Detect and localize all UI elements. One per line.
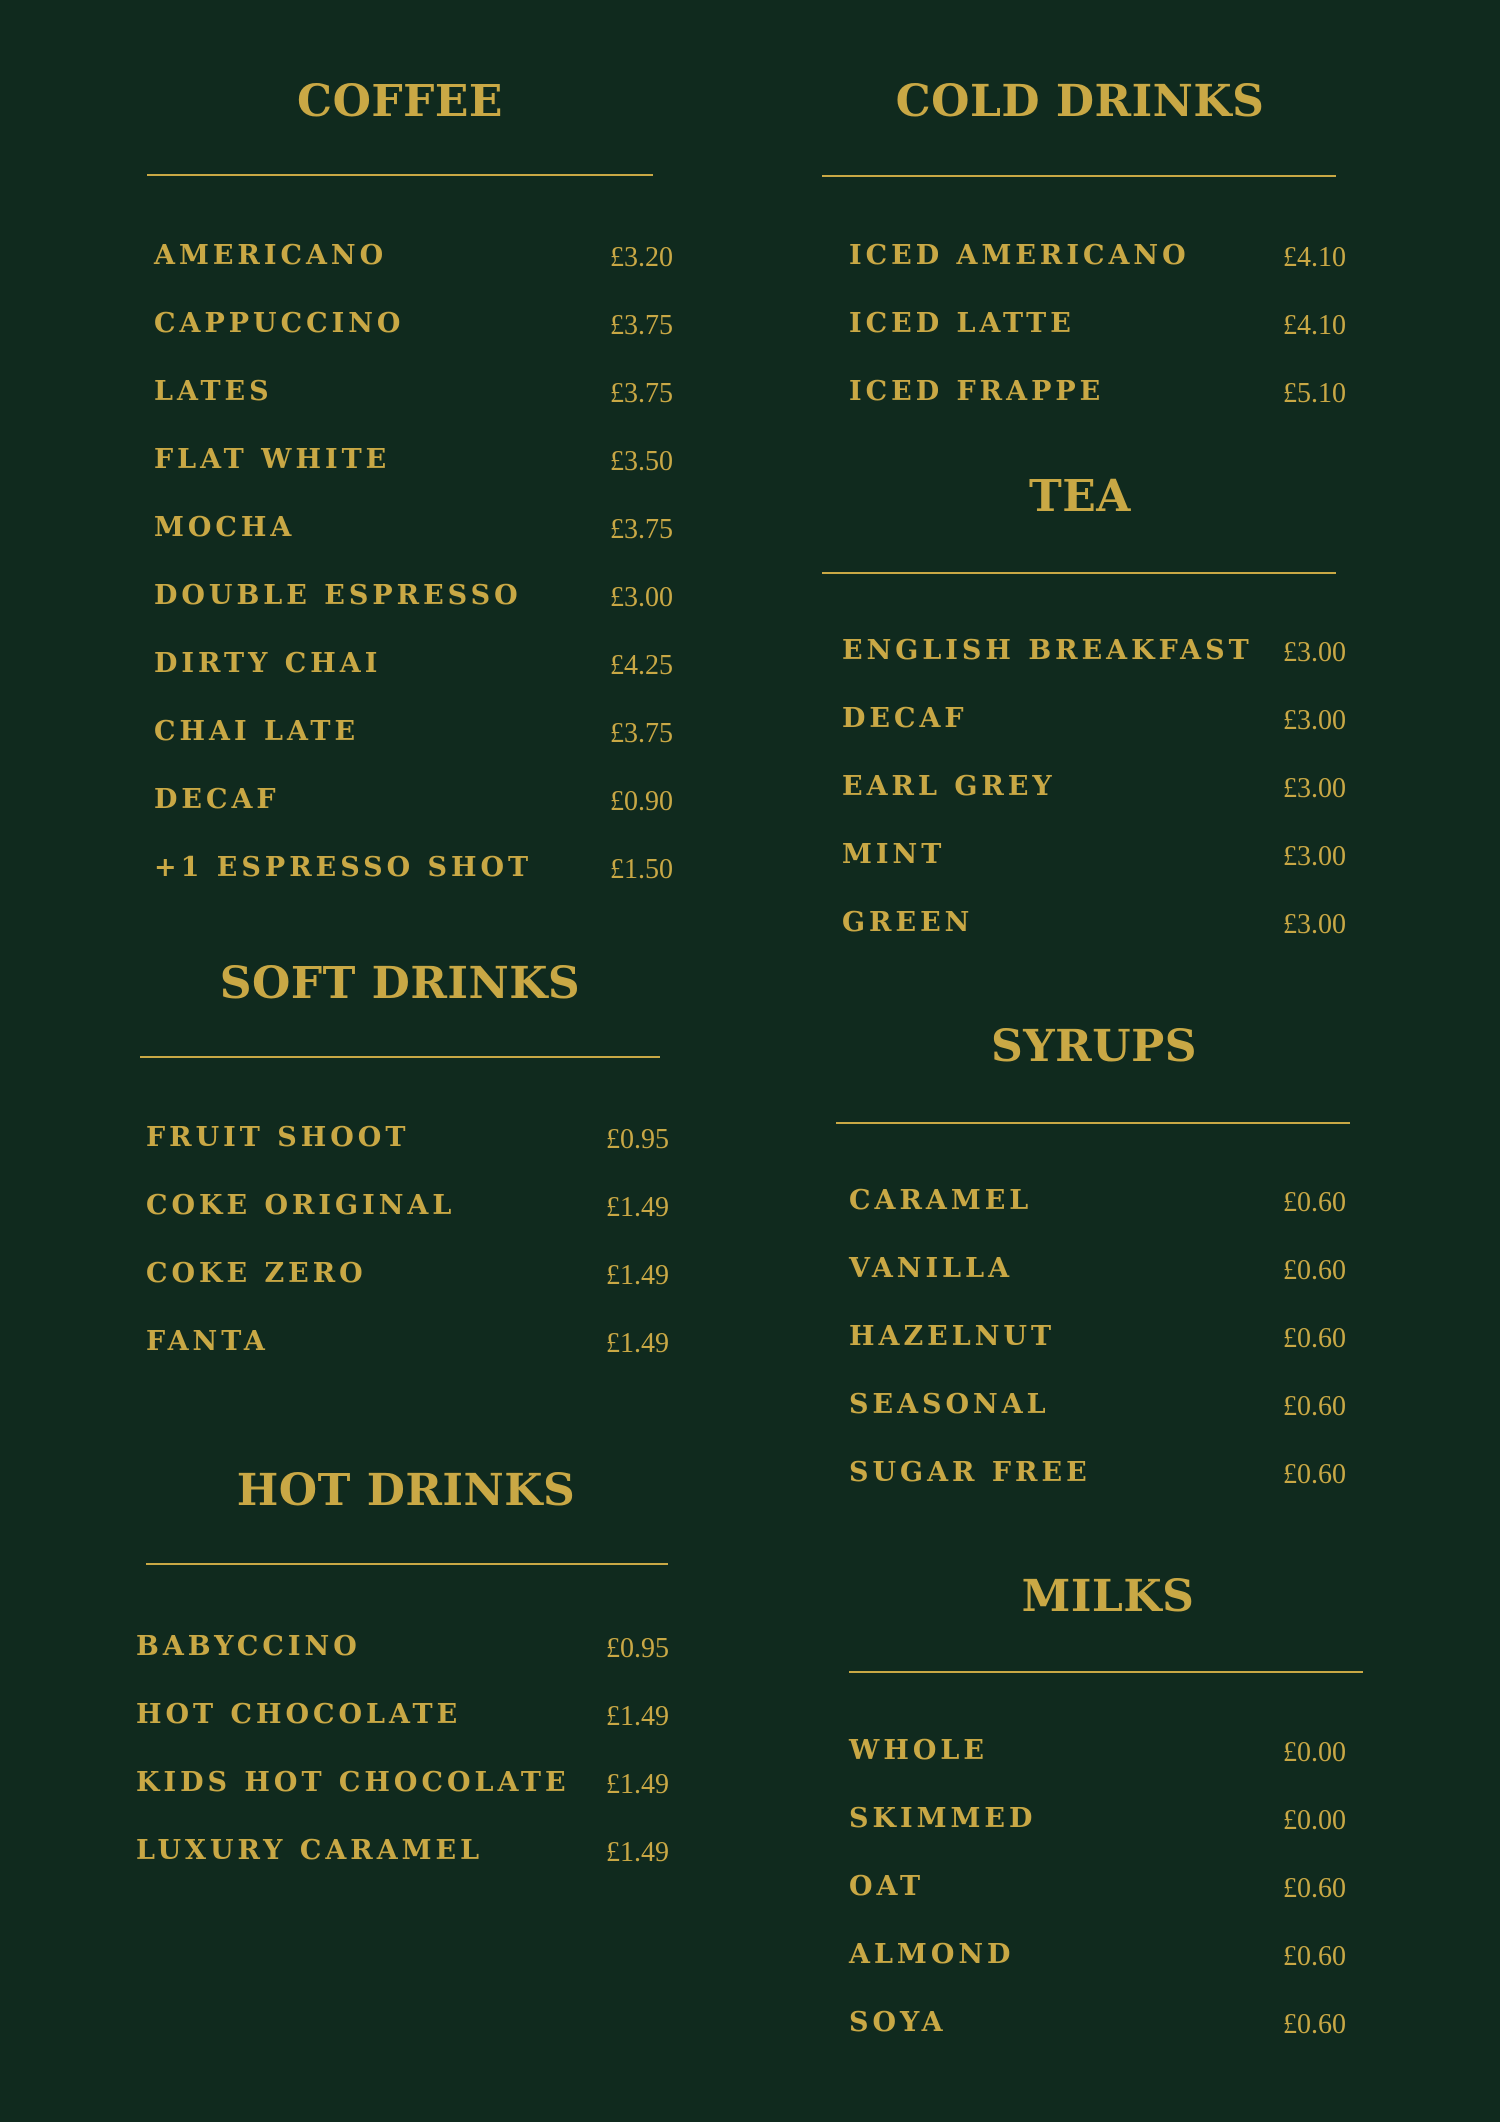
menu-item xyxy=(820,1871,1380,1911)
menu-item-name: HAZELNUT xyxy=(849,1321,1056,1352)
section-coffee xyxy=(140,76,700,900)
menu-item-price: £0.60 xyxy=(1283,1873,1346,1904)
menu-item-price: £0.60 xyxy=(1283,1941,1346,1972)
menu-item-name: EARL GREY xyxy=(842,771,1056,802)
menu-item-name: ICED FRAPPE xyxy=(849,376,1105,407)
menu-item-name: ALMOND xyxy=(849,1939,1015,1970)
section-title-coffee: COFFEE xyxy=(297,76,503,127)
menu-item-price: £1.49 xyxy=(606,1701,669,1732)
menu-item-price: £3.50 xyxy=(610,446,673,477)
section-divider xyxy=(836,1122,1350,1124)
menu-item-name: ICED LATTE xyxy=(849,308,1075,339)
menu-item xyxy=(820,1457,1380,1497)
menu-item xyxy=(136,1767,700,1807)
menu-item xyxy=(820,1389,1380,1429)
menu-item-price: £0.60 xyxy=(1283,1323,1346,1354)
menu-item xyxy=(136,1699,700,1739)
menu-item-name: DECAF xyxy=(842,703,968,734)
menu-item xyxy=(820,1253,1380,1293)
menu-item-price: £0.60 xyxy=(1283,1255,1346,1286)
section-soft-drinks xyxy=(140,958,700,1382)
menu-item-name: HOT CHOCOLATE xyxy=(136,1699,462,1730)
menu-item-price: £3.20 xyxy=(610,242,673,273)
menu-item-name: OAT xyxy=(849,1871,925,1902)
menu-item xyxy=(820,308,1380,348)
menu-item-name: LUXURY CARAMEL xyxy=(136,1835,484,1866)
menu-item xyxy=(136,1631,700,1671)
menu-item-price: £0.00 xyxy=(1283,1805,1346,1836)
menu-item xyxy=(140,1326,700,1366)
section-divider xyxy=(849,1671,1363,1673)
menu-item-price: £3.00 xyxy=(1283,909,1346,940)
menu-item xyxy=(140,1258,700,1298)
menu-item-price: £1.49 xyxy=(606,1837,669,1868)
menu-item xyxy=(820,907,1380,947)
menu-item-price: £0.95 xyxy=(606,1124,669,1155)
section-divider xyxy=(146,1563,668,1565)
menu-item-name: DECAF xyxy=(154,784,280,815)
menu-item-price: £4.25 xyxy=(610,650,673,681)
menu-item-name: MINT xyxy=(842,839,946,870)
menu-item xyxy=(140,512,700,552)
menu-item-price: £3.00 xyxy=(610,582,673,613)
menu-item-name: FLAT WHITE xyxy=(154,444,391,475)
menu-item-name: SEASONAL xyxy=(849,1389,1050,1420)
menu-item-name: SUGAR FREE xyxy=(849,1457,1091,1488)
section-syrups xyxy=(820,1021,1380,1505)
section-title-syrups: SYRUPS xyxy=(991,1021,1197,1072)
menu-item-price: £1.50 xyxy=(610,854,673,885)
menu-item-name: LATES xyxy=(154,376,273,407)
menu-item-name: MOCHA xyxy=(154,512,296,543)
menu-item xyxy=(140,376,700,416)
menu-item-price: £1.49 xyxy=(606,1769,669,1800)
menu-item xyxy=(820,771,1380,811)
section-title-cold-drinks: COLD DRINKS xyxy=(895,76,1265,127)
menu-item xyxy=(140,308,700,348)
menu-item xyxy=(820,2007,1380,2047)
menu-item xyxy=(140,1190,700,1230)
menu-item-name: COKE ZERO xyxy=(146,1258,367,1289)
menu-item-price: £5.10 xyxy=(1283,378,1346,409)
menu-item xyxy=(820,1185,1380,1225)
menu-item xyxy=(140,1122,700,1162)
menu-item-name: VANILLA xyxy=(849,1253,1014,1284)
menu-item xyxy=(140,240,700,280)
menu-item-price: £1.49 xyxy=(606,1328,669,1359)
menu-item-name: CHAI LATE xyxy=(154,716,360,747)
menu-item xyxy=(820,703,1380,743)
section-cold-drinks xyxy=(820,76,1380,440)
menu-item xyxy=(820,240,1380,280)
menu-item-name: FANTA xyxy=(146,1326,269,1357)
menu-item-name: AMERICANO xyxy=(154,240,388,271)
menu-item-name: CAPPUCCINO xyxy=(154,308,405,339)
section-divider xyxy=(147,174,653,176)
menu-item-price: £0.00 xyxy=(1283,1737,1346,1768)
menu-item xyxy=(820,1803,1380,1843)
menu-item-price: £3.00 xyxy=(1283,773,1346,804)
menu-item-name: CARAMEL xyxy=(849,1185,1033,1216)
menu-item xyxy=(820,376,1380,416)
section-divider xyxy=(140,1056,660,1058)
menu-item-name: BABYCCINO xyxy=(136,1631,361,1662)
menu-item xyxy=(140,648,700,688)
section-title-milks: MILKS xyxy=(1021,1571,1195,1622)
menu-item-name: WHOLE xyxy=(849,1735,988,1766)
menu-item-name: KIDS HOT CHOCOLATE xyxy=(136,1767,570,1798)
menu-item xyxy=(820,635,1380,675)
menu-item-name: DIRTY CHAI xyxy=(154,648,382,679)
menu-item-name: GREEN xyxy=(842,907,974,938)
menu-item-price: £4.10 xyxy=(1283,242,1346,273)
menu-item xyxy=(820,839,1380,879)
section-title-soft-drinks: SOFT DRINKS xyxy=(219,958,581,1009)
section-divider xyxy=(822,572,1336,574)
section-title-hot-drinks: HOT DRINKS xyxy=(236,1465,576,1516)
menu-item-name: +1 ESPRESSO SHOT xyxy=(154,852,533,883)
menu-item-price: £3.75 xyxy=(610,718,673,749)
menu-item-price: £3.00 xyxy=(1283,841,1346,872)
section-hot-drinks xyxy=(136,1465,700,1889)
menu-item-name: COKE ORIGINAL xyxy=(146,1190,456,1221)
menu-item-name: SOYA xyxy=(849,2007,947,2038)
section-milks xyxy=(820,1571,1380,2055)
menu-item xyxy=(140,852,700,892)
menu-item-price: £0.60 xyxy=(1283,1187,1346,1218)
menu-item xyxy=(820,1735,1380,1775)
menu-item-price: £1.49 xyxy=(606,1192,669,1223)
menu-item-price: £3.00 xyxy=(1283,637,1346,668)
menu-item-name: ICED AMERICANO xyxy=(849,240,1190,271)
section-tea xyxy=(820,471,1380,955)
menu-item-price: £3.75 xyxy=(610,378,673,409)
menu-item xyxy=(140,716,700,756)
menu-item-price: £1.49 xyxy=(606,1260,669,1291)
menu-item xyxy=(136,1835,700,1875)
menu-item-price: £3.75 xyxy=(610,514,673,545)
menu-item-price: £0.60 xyxy=(1283,2009,1346,2040)
menu-item-name: DOUBLE ESPRESSO xyxy=(154,580,522,611)
menu-item xyxy=(820,1939,1380,1979)
menu-item-price: £4.10 xyxy=(1283,310,1346,341)
menu-item xyxy=(140,444,700,484)
menu-item-price: £0.60 xyxy=(1283,1459,1346,1490)
menu-item xyxy=(140,580,700,620)
menu-item-price: £3.00 xyxy=(1283,705,1346,736)
menu-item-price: £0.60 xyxy=(1283,1391,1346,1422)
menu-item-name: SKIMMED xyxy=(849,1803,1037,1834)
menu-item-price: £3.75 xyxy=(610,310,673,341)
menu-item-name: ENGLISH BREAKFAST xyxy=(842,635,1253,666)
menu-item xyxy=(140,784,700,824)
menu-item-name: FRUIT SHOOT xyxy=(146,1122,410,1153)
menu-item-price: £0.95 xyxy=(606,1633,669,1664)
menu-item xyxy=(820,1321,1380,1361)
section-title-tea: TEA xyxy=(1029,471,1131,522)
menu-item-price: £0.90 xyxy=(610,786,673,817)
section-divider xyxy=(822,175,1336,177)
